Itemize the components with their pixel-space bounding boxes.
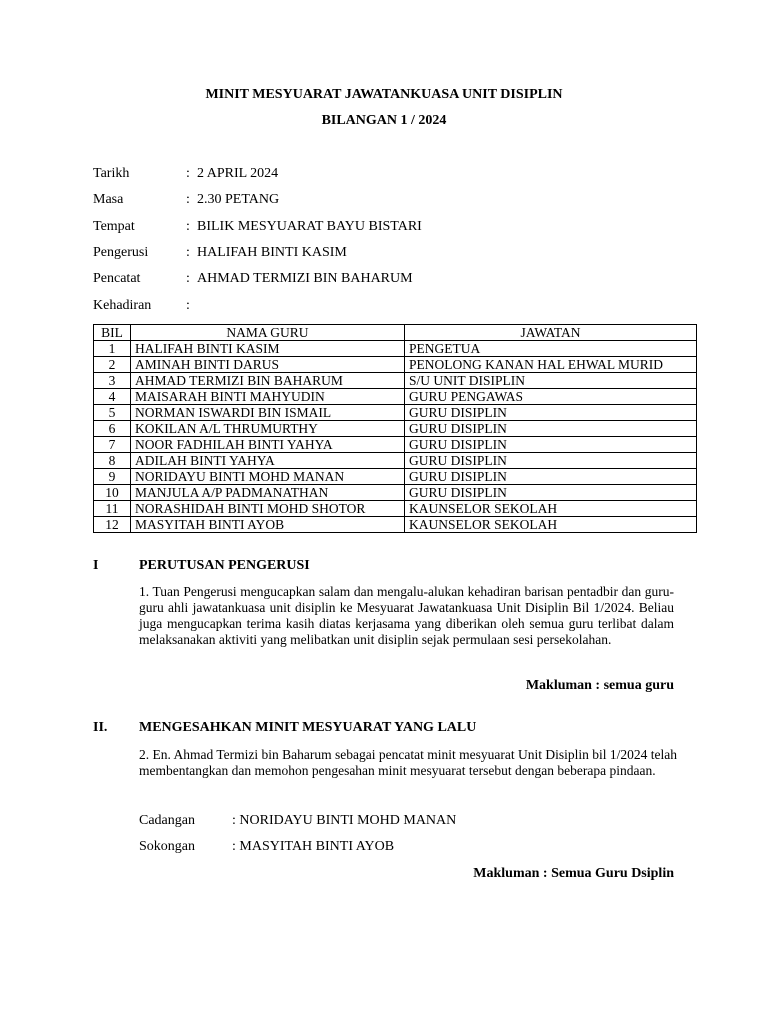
info-label: Kehadiran bbox=[93, 298, 152, 313]
section-2-paragraph: 2. En. Ahmad Termizi bin Baharum sebagai pencatat minit mesyuarat Unit Disiplin bil 1/2024 telah membentangkan dan memohon pengesahan minit mesyuarat tersebut dengan beberapa pindaan. bbox=[139, 747, 677, 778]
cell-jawatan: GURU DISIPLIN bbox=[405, 437, 697, 453]
cell-bil: 5 bbox=[94, 405, 131, 421]
info-label: Pengerusi bbox=[93, 245, 149, 260]
table-row bbox=[94, 469, 697, 485]
column-header-jawatan: JAWATAN bbox=[405, 325, 697, 341]
table-row bbox=[94, 501, 697, 517]
sokongan-label: Sokongan bbox=[139, 839, 195, 854]
section-2-title: MENGESAHKAN MINIT MESYUARAT YANG LALU bbox=[139, 720, 477, 735]
cell-jawatan: GURU DISIPLIN bbox=[405, 485, 697, 501]
info-label: Pencatat bbox=[93, 271, 141, 286]
cell-nama-guru: KOKILAN A/L THRUMURTHY bbox=[131, 421, 405, 437]
cell-bil: 10 bbox=[94, 485, 131, 501]
table-header-row bbox=[94, 325, 697, 341]
cell-jawatan: PENOLONG KANAN HAL EHWAL MURID bbox=[405, 357, 697, 373]
table-row bbox=[94, 357, 697, 373]
info-colon: : bbox=[186, 271, 190, 286]
table-row bbox=[94, 373, 697, 389]
cell-nama-guru: NOOR FADHILAH BINTI YAHYA bbox=[131, 437, 405, 453]
cell-jawatan: PENGETUA bbox=[405, 341, 697, 357]
table-row bbox=[94, 517, 697, 533]
cell-nama-guru: MANJULA A/P PADMANATHAN bbox=[131, 485, 405, 501]
cadangan-label: Cadangan bbox=[139, 813, 195, 828]
section-2-number: II. bbox=[93, 720, 108, 735]
info-label: Tarikh bbox=[93, 166, 130, 181]
cell-jawatan: KAUNSELOR SEKOLAH bbox=[405, 501, 697, 517]
cadangan-value: : NORIDAYU BINTI MOHD MANAN bbox=[232, 813, 457, 828]
document-subtitle: BILANGAN 1 / 2024 bbox=[321, 113, 447, 128]
cell-nama-guru: AHMAD TERMIZI BIN BAHARUM bbox=[131, 373, 405, 389]
cell-bil: 7 bbox=[94, 437, 131, 453]
cell-nama-guru: ADILAH BINTI YAHYA bbox=[131, 453, 405, 469]
cell-bil: 12 bbox=[94, 517, 131, 533]
section-1-number: I bbox=[93, 558, 99, 573]
cell-nama-guru: AMINAH BINTI DARUS bbox=[131, 357, 405, 373]
cell-bil: 6 bbox=[94, 421, 131, 437]
column-header-bil: BIL bbox=[94, 325, 131, 341]
info-colon: : bbox=[186, 219, 190, 234]
cell-nama-guru: NORIDAYU BINTI MOHD MANAN bbox=[131, 469, 405, 485]
info-value: HALIFAH BINTI KASIM bbox=[197, 245, 347, 260]
info-colon: : bbox=[186, 245, 190, 260]
section-1-makluman: Makluman : semua guru bbox=[525, 678, 674, 693]
section-2-makluman: Makluman : Semua Guru Dsiplin bbox=[473, 866, 674, 881]
cell-nama-guru: MAISARAH BINTI MAHYUDIN bbox=[131, 389, 405, 405]
table-row bbox=[94, 389, 697, 405]
cell-jawatan: S/U UNIT DISIPLIN bbox=[405, 373, 697, 389]
info-value: 2.30 PETANG bbox=[197, 192, 280, 207]
info-colon: : bbox=[186, 192, 190, 207]
table-row bbox=[94, 341, 697, 357]
document-title: MINIT MESYUARAT JAWATANKUASA UNIT DISIPLIN bbox=[205, 87, 563, 102]
table-row bbox=[94, 421, 697, 437]
info-value: 2 APRIL 2024 bbox=[197, 166, 279, 181]
attendance-table bbox=[93, 324, 697, 533]
cell-nama-guru: HALIFAH BINTI KASIM bbox=[131, 341, 405, 357]
cell-bil: 2 bbox=[94, 357, 131, 373]
cell-bil: 11 bbox=[94, 501, 131, 517]
section-1-title: PERUTUSAN PENGERUSI bbox=[139, 558, 310, 573]
cell-nama-guru: MASYITAH BINTI AYOB bbox=[131, 517, 405, 533]
cell-jawatan: GURU PENGAWAS bbox=[405, 389, 697, 405]
info-value: AHMAD TERMIZI BIN BAHARUM bbox=[197, 271, 413, 286]
cell-bil: 1 bbox=[94, 341, 131, 357]
cadangan-row bbox=[139, 813, 457, 829]
info-colon: : bbox=[186, 298, 190, 313]
sokongan-value: : MASYITAH BINTI AYOB bbox=[232, 839, 395, 854]
info-value: BILIK MESYUARAT BAYU BISTARI bbox=[197, 219, 422, 234]
cell-jawatan: GURU DISIPLIN bbox=[405, 421, 697, 437]
info-label: Tempat bbox=[93, 219, 135, 234]
section-1-paragraph: 1. Tuan Pengerusi mengucapkan salam dan mengalu-alukan kehadiran barisan pentadbir dan guru-guru ahli jawatankuasa unit disiplin ke Mesyuarat Jawatankuasa Unit Disiplin Bil 1/2024. Beliau juga mengucapkan terima kasih diatas kerjasama yang diberikan oleh semua guru terlibat dalam melaksanakan aktiviti yang melibatkan unit disiplin sejak permulaan sesi persekolahan. bbox=[139, 584, 674, 647]
sokongan-row bbox=[139, 839, 395, 855]
cell-bil: 8 bbox=[94, 453, 131, 469]
cell-jawatan: GURU DISIPLIN bbox=[405, 469, 697, 485]
table-row bbox=[94, 485, 697, 501]
cell-bil: 9 bbox=[94, 469, 131, 485]
table-row bbox=[94, 437, 697, 453]
cell-bil: 4 bbox=[94, 389, 131, 405]
cell-jawatan: GURU DISIPLIN bbox=[405, 405, 697, 421]
table-row bbox=[94, 453, 697, 469]
cell-jawatan: GURU DISIPLIN bbox=[405, 453, 697, 469]
column-header-nama-guru: NAMA GURU bbox=[131, 325, 405, 341]
attendance-table-body bbox=[94, 341, 697, 533]
cell-jawatan: KAUNSELOR SEKOLAH bbox=[405, 517, 697, 533]
table-row bbox=[94, 405, 697, 421]
info-label: Masa bbox=[93, 192, 124, 207]
info-colon: : bbox=[186, 166, 190, 181]
cell-nama-guru: NORASHIDAH BINTI MOHD SHOTOR bbox=[131, 501, 405, 517]
cell-bil: 3 bbox=[94, 373, 131, 389]
cell-nama-guru: NORMAN ISWARDI BIN ISMAIL bbox=[131, 405, 405, 421]
